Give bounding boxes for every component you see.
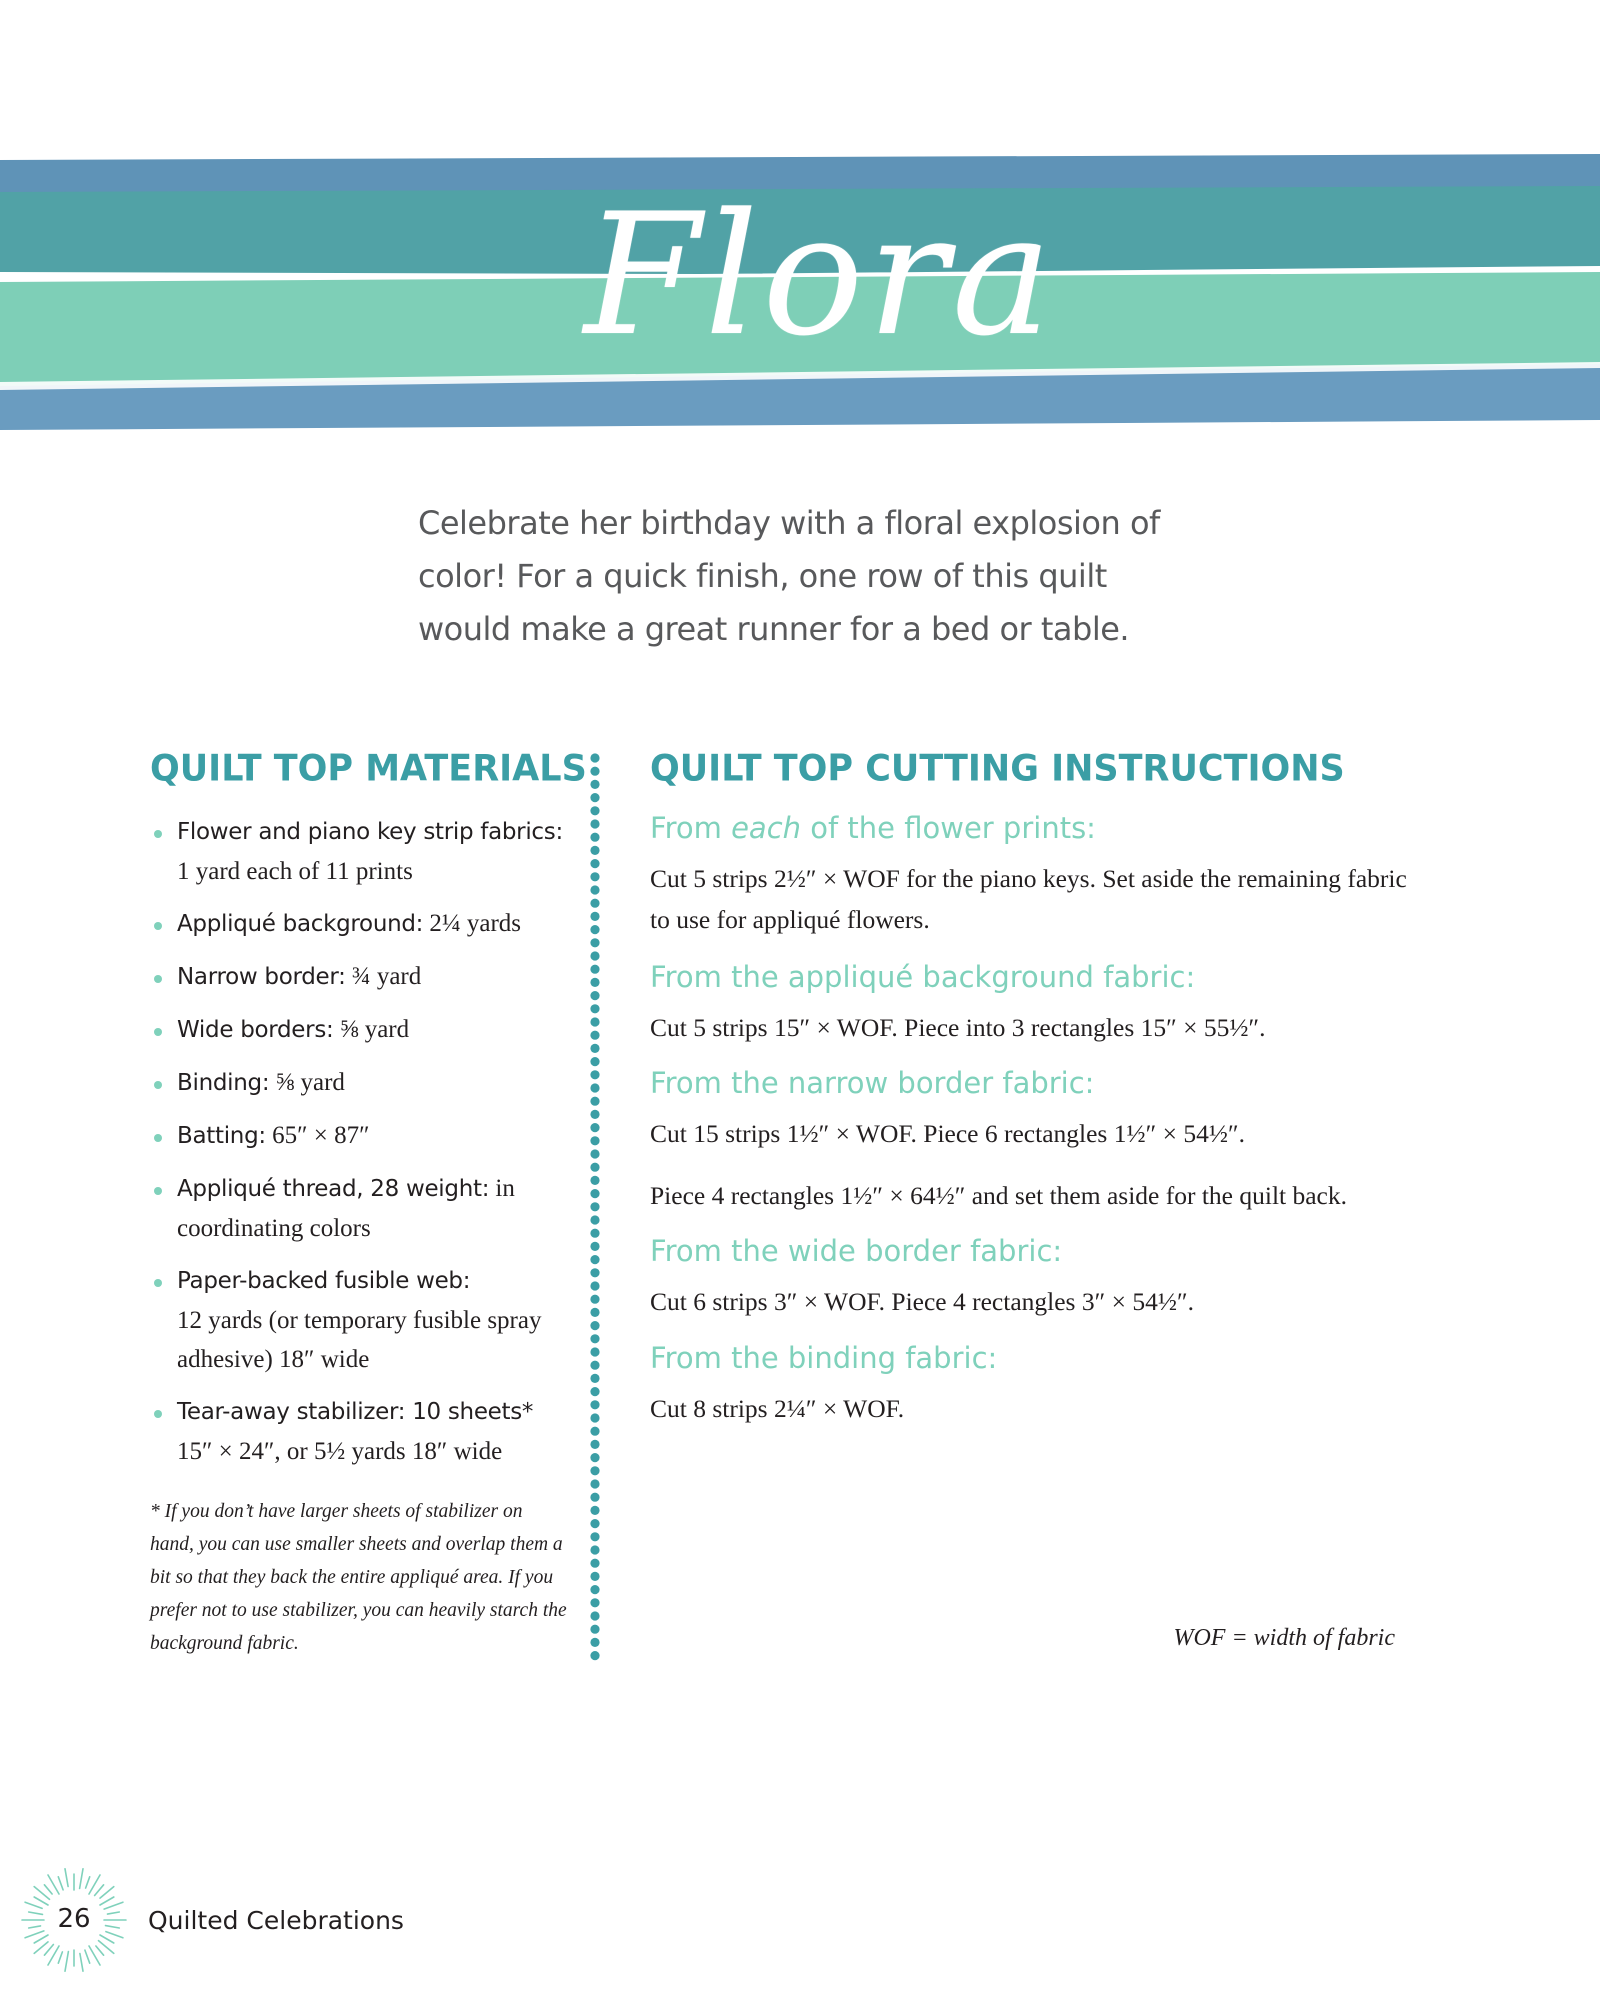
divider-dot (590, 819, 599, 828)
divider-dot (590, 1017, 599, 1026)
sunburst-ray (58, 1952, 62, 1963)
materials-list (150, 812, 570, 1484)
divider-dot (590, 793, 599, 802)
divider-dot (590, 1031, 599, 1040)
sunburst-ray (44, 1885, 52, 1894)
material-value: 65″ × 87″ (272, 1122, 370, 1149)
divider-dot (590, 1519, 599, 1528)
divider-dot (590, 1136, 599, 1145)
divider-dot (590, 846, 599, 855)
sunburst-ray (100, 1887, 114, 1899)
sunburst-ray (44, 1945, 53, 1956)
cutting-subheading: From the narrow border fabric: (650, 1066, 1095, 1100)
bullet-dot-icon (154, 830, 162, 838)
list-item (150, 1261, 570, 1379)
divider-dot (590, 1123, 599, 1132)
divider-dot (590, 885, 599, 894)
material-label: Appliqué background: (177, 911, 424, 937)
divider-dot (590, 1611, 599, 1620)
divider-dot (590, 1427, 599, 1436)
material-label: Batting: (177, 1123, 266, 1149)
bullet-dot-icon (154, 1028, 162, 1036)
list-item (150, 1063, 570, 1103)
material-value: 15″ × 24″, or 5½ yards 18″ wide (177, 1438, 503, 1465)
cutting-section-wide-border (650, 1231, 1430, 1322)
cutting-section-narrow-border (650, 1063, 1430, 1154)
divider-dot (590, 1321, 599, 1330)
sunburst-ray (25, 1931, 44, 1938)
divider-dot (590, 1295, 599, 1304)
divider-dot (590, 1004, 599, 1013)
divider-dot (590, 1070, 599, 1079)
divider-dot (590, 1572, 599, 1581)
cutting-instruction: Cut 8 strips 2¼″ × WOF. (650, 1394, 905, 1423)
stabilizer-footnote: * If you don’t have larger sheets of stabilizer on hand, you can use smaller sheets and overlap them a bit so that they back the entire appliqué area. If you prefer not to use stabilizer, you can heavily starch the background fabric. (150, 1501, 567, 1654)
divider-dot (590, 1493, 599, 1502)
divider-dot (590, 938, 599, 947)
list-item (150, 1116, 570, 1156)
page-title: Flora (584, 177, 1056, 373)
list-item (150, 1169, 570, 1248)
sunburst-ray (86, 1877, 90, 1888)
divider-dot (590, 978, 599, 987)
divider-dot (590, 1413, 599, 1422)
sunburst-ray (34, 1935, 48, 1943)
material-value: ⅝ yard (275, 1069, 345, 1096)
material-label: Tear-away stabilizer: 10 sheets* (177, 1399, 534, 1425)
divider-dot (590, 991, 599, 1000)
list-item (150, 812, 570, 891)
bullet-dot-icon (154, 1134, 162, 1142)
divider-dot (590, 1506, 599, 1515)
material-value: 12 yards (or temporary fusible spray adhesive) 18″ wide (177, 1307, 542, 1373)
cutting-instruction: Cut 15 strips 1½″ × WOF. Piece 6 rectangles 1½″ × 54½″. (650, 1119, 1245, 1148)
cutting-section-binding (650, 1338, 1430, 1429)
divider-dot (590, 1281, 599, 1290)
materials-heading: QUILT TOP MATERIALS (150, 748, 587, 790)
material-label: Wide borders: (177, 1017, 334, 1043)
divider-dot (590, 1202, 599, 1211)
bullet-dot-icon (154, 975, 162, 983)
bullet-dot-icon (154, 1279, 162, 1287)
divider-dot (590, 1229, 599, 1238)
material-label: Paper-backed fusible web: (177, 1268, 471, 1294)
cutting-subheading: From the binding fabric: (650, 1341, 998, 1375)
divider-dot (590, 1097, 599, 1106)
divider-dot (590, 1215, 599, 1224)
cutting-subheading: From the wide border fabric: (650, 1234, 1063, 1268)
divider-dot (590, 1110, 599, 1119)
cutting-subheading: From the appliqué background fabric: (650, 960, 1196, 994)
divider-dot (590, 1453, 599, 1462)
sunburst-ray (65, 1869, 68, 1887)
divider-dot (590, 780, 599, 789)
divider-dot (590, 1255, 599, 1264)
material-label: Binding: (177, 1070, 270, 1096)
intro-paragraph: Celebrate her birthday with a floral explosion of color! For a quick finish, one row of this quilt would make a great runner for a bed or table. (418, 504, 1160, 648)
sunburst-ray (29, 1912, 43, 1914)
divider-dot (590, 806, 599, 815)
divider-dot (590, 965, 599, 974)
material-value: 2¼ yards (429, 910, 522, 937)
divider-dot (590, 1625, 599, 1634)
list-item (150, 1010, 570, 1050)
sunburst-ray (65, 1952, 68, 1972)
material-value: 1 yard each of 11 prints (177, 858, 413, 885)
divider-dot (590, 1163, 599, 1172)
subheading-emphasis: each (731, 811, 802, 845)
bullet-dot-icon (154, 922, 162, 930)
divider-dot (590, 1347, 599, 1356)
material-label: Flower and piano key strip fabrics: (177, 819, 563, 845)
sunburst-ray (58, 1877, 63, 1890)
list-item (150, 904, 570, 944)
list-item (150, 1392, 570, 1471)
sunburst-ray (96, 1946, 104, 1955)
cutting-subheading (650, 808, 1430, 848)
divider-dot (590, 833, 599, 842)
divider-dot (590, 1374, 599, 1383)
divider-dot (590, 1400, 599, 1409)
cutting-heading: QUILT TOP CUTTING INSTRUCTIONS (650, 748, 1345, 790)
material-value: ¾ yard (351, 963, 422, 990)
divider-dot (590, 1044, 599, 1053)
divider-dot (590, 925, 599, 934)
divider-dot (590, 951, 599, 960)
divider-dot (590, 1268, 599, 1277)
divider-dot (590, 1559, 599, 1568)
subheading-text: of the flower prints: (801, 811, 1096, 845)
divider-dot (590, 1361, 599, 1370)
divider-dot (590, 912, 599, 921)
divider-dot (590, 767, 599, 776)
sunburst-ray (106, 1926, 120, 1928)
cutting-instruction: Cut 5 strips 15″ × WOF. Piece into 3 rectangles 15″ × 55½″. (650, 1013, 1266, 1042)
divider-dot (590, 1149, 599, 1158)
divider-dot (590, 753, 599, 762)
sunburst-ray (85, 1950, 90, 1963)
sunburst-ray (80, 1954, 83, 1972)
list-item (150, 957, 570, 997)
divider-dot (590, 1532, 599, 1541)
dotted-divider (588, 752, 602, 1662)
material-label: Narrow border: (177, 964, 346, 990)
divider-dot (590, 1598, 599, 1607)
divider-dot (590, 1466, 599, 1475)
bullet-dot-icon (154, 1187, 162, 1195)
sunburst-ray (106, 1932, 123, 1938)
divider-dot (590, 1585, 599, 1594)
divider-dot (590, 1479, 599, 1488)
divider-dot (590, 1334, 599, 1343)
sunburst-ray (34, 1942, 48, 1954)
divider-dot (590, 1651, 599, 1660)
sunburst-ray (100, 1935, 114, 1943)
divider-dot (590, 1545, 599, 1554)
bullet-dot-icon (154, 1410, 162, 1418)
divider-dot (590, 1387, 599, 1396)
sunburst-ray (104, 1902, 123, 1909)
divider-dot (590, 859, 599, 868)
material-label: Appliqué thread, 28 weight: (177, 1176, 490, 1202)
cutting-instruction-extra: Piece 4 rectangles 1½″ × 64½″ and set them aside for the quilt back. (650, 1181, 1348, 1210)
sunburst-ray (80, 1869, 83, 1889)
divider-dot (590, 1638, 599, 1647)
divider-dot (590, 1242, 599, 1251)
sunburst-ray (108, 1912, 120, 1914)
divider-dot (590, 1440, 599, 1449)
divider-dot (590, 872, 599, 881)
divider-dot (590, 1308, 599, 1317)
divider-dot (590, 1057, 599, 1066)
divider-dot (590, 1176, 599, 1185)
cutting-instruction: Cut 6 strips 3″ × WOF. Piece 4 rectangles 3″ × 54½″. (650, 1287, 1194, 1316)
cutting-instruction: Cut 5 strips 2½″ × WOF for the piano keys. Set aside the remaining fabric to use for appliqué flowers. (650, 864, 1407, 934)
bullet-dot-icon (154, 1081, 162, 1089)
book-title: Quilted Celebrations (148, 1906, 404, 1935)
cutting-section-background (650, 957, 1430, 1048)
divider-dot (590, 1083, 599, 1092)
material-value: in coordinating colors (177, 1175, 515, 1242)
material-value: ⅝ yard (339, 1016, 410, 1043)
page-number: 26 (57, 1904, 91, 1934)
divider-dot (590, 1189, 599, 1198)
sunburst-ray (95, 1885, 104, 1896)
divider-dot (590, 899, 599, 908)
sunburst-ray (25, 1902, 42, 1908)
subheading-text: From (650, 811, 732, 845)
sunburst-ray (29, 1926, 41, 1928)
cutting-section-flower-prints (650, 808, 1430, 940)
wof-note: WOF = width of fabric (1173, 1625, 1395, 1651)
